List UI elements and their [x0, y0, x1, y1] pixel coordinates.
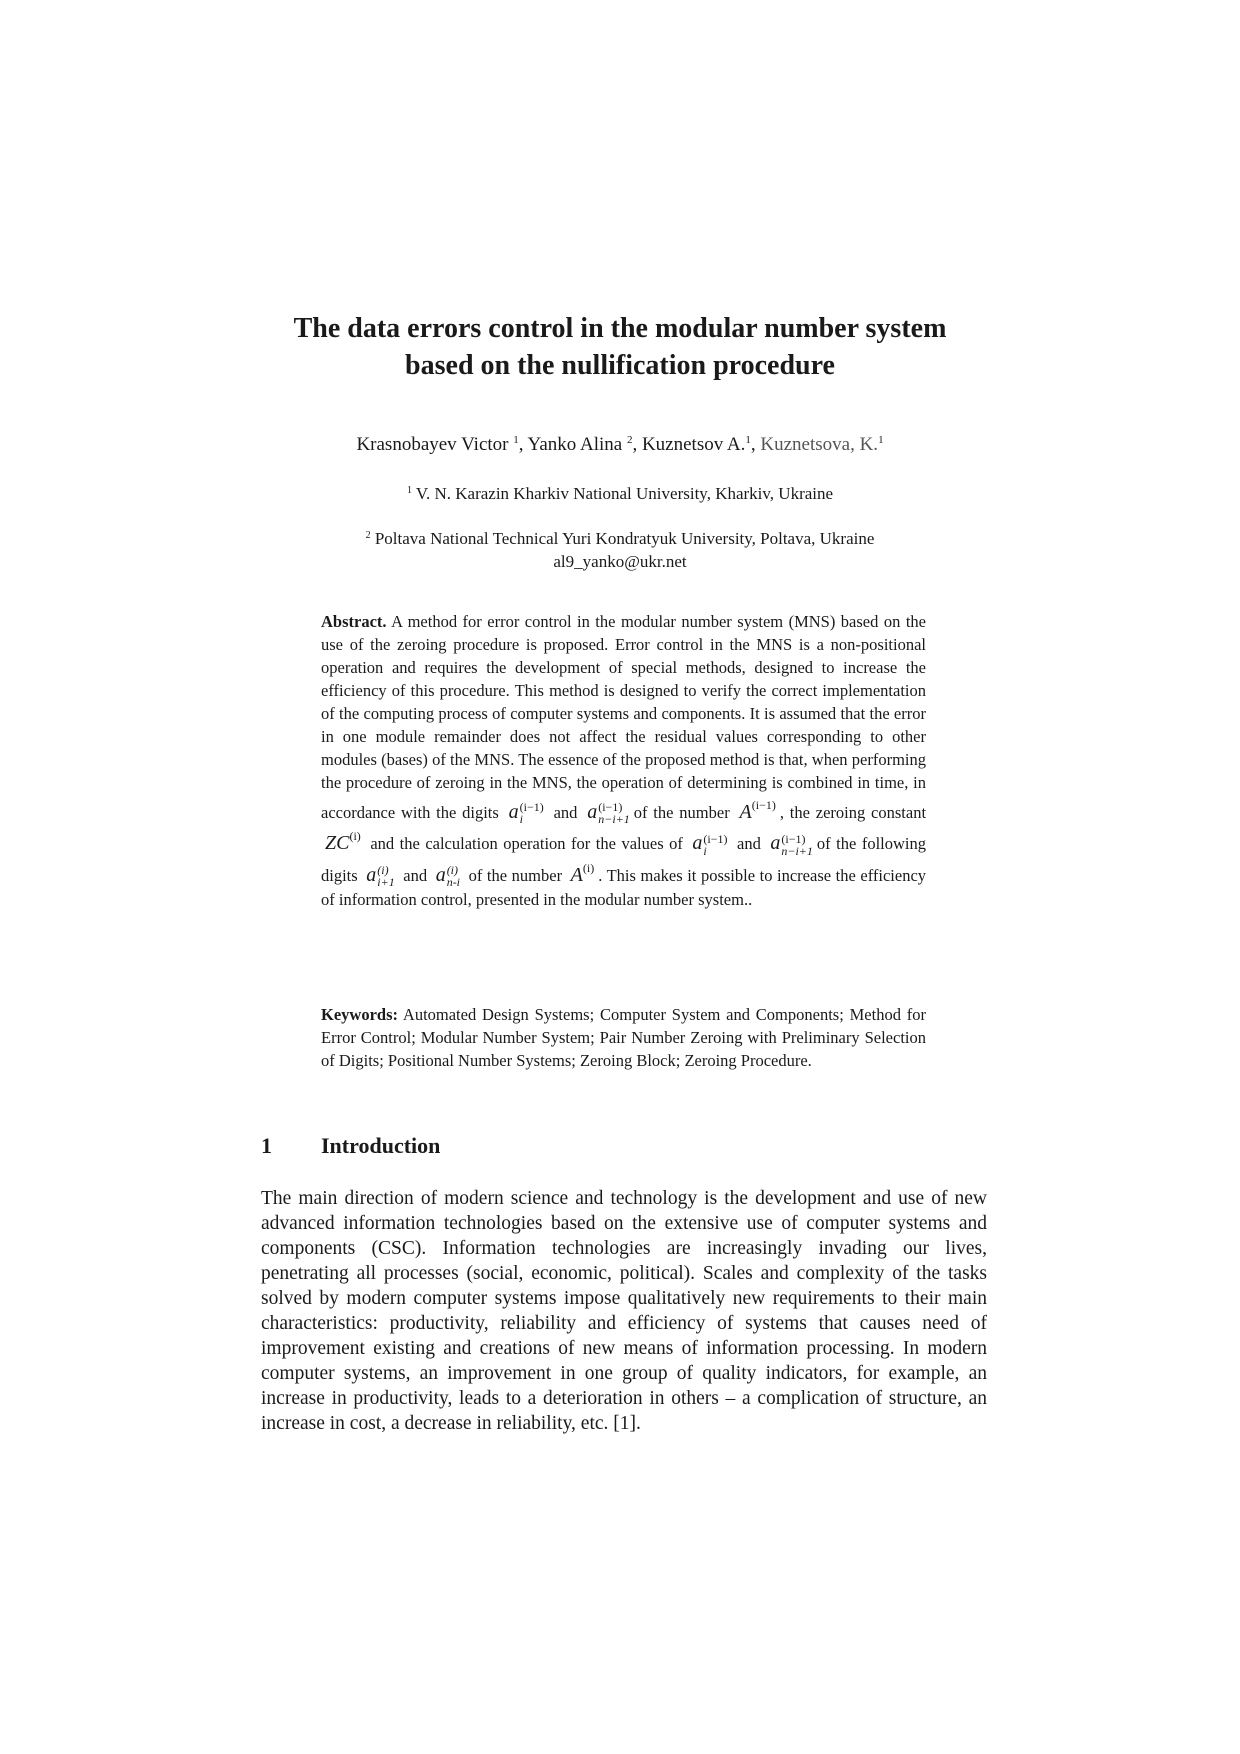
abstract-and-3: and	[403, 865, 428, 885]
abstract-label: Abstract.	[321, 612, 387, 631]
section-title: Introduction	[321, 1133, 441, 1158]
affiliation-2	[0, 527, 1240, 573]
affiliation-2-text: Poltava National Technical Yuri Kondratyuk University, Poltava, Ukraine	[370, 529, 875, 548]
digit-a-i-plus-1: a (i) i+1	[366, 863, 395, 890]
author-3: , Kuznetsov A.	[632, 434, 746, 455]
affiliation-1-text: V. N. Karazin Kharkiv National University, Kharkiv, Ukraine	[411, 484, 834, 503]
digit-a-i-prev: a (i−1) i	[508, 800, 544, 827]
author-separator: ,	[750, 434, 761, 455]
abstract-the-zeroing-constant: , the zeroing constant	[779, 803, 927, 822]
body-paragraph-text: The main direction of modern science and technology is the development and use of new advanced information technologies based on the extensive use of computer systems and components (CSC). Information technologies are increasingly invading our lives, penetrating all processes (social, economic, political). Scales and complexity of the tasks solved by modern computer systems impose qualitatively new requirements to their main characteristics: productivity, reliability and efficiency of systems that causes need of improvement existing and creations of new means of information processing. In modern computer systems, an improvement in one group of quality indicators, for example, an increase in productivity, leads to a deterioration in others – a complication of structure, an increase in cost, a decrease in reliability, etc. [1].	[261, 1188, 987, 1434]
contact-email[interactable]: al9_yanko@ukr.net	[553, 552, 687, 571]
paper-title	[0, 310, 1240, 384]
zeroing-constant-ZC: ZC$^{(i)}$	[325, 829, 361, 855]
keywords-text: Automated Design Systems; Computer System and Components; Method for Error Control; Modular Number System; Pair Number Zeroing with Preliminary Selection of Digits; Positional Number Systems; Zeroing Block; Zeroing Procedure.	[321, 1005, 926, 1070]
number-A-prev: $A^{(i-1)}$	[739, 798, 776, 823]
paper-title-line-1: The data errors control in the modular number system	[293, 313, 947, 344]
abstract-and-2: and	[737, 834, 761, 854]
number-A-i: $A^{(i)}$	[570, 860, 595, 886]
affiliation-1	[0, 482, 1240, 505]
author-2: , Yanko Alina	[518, 434, 627, 455]
author-3-affil: 1	[745, 434, 751, 446]
abstract-of-number-1: of the number	[633, 803, 730, 822]
author-4: Kuznetsova, K.	[760, 434, 879, 455]
abstract-text-end: . This makes it possible to increase the efficiency of information control, presented in the modular number system..	[321, 865, 927, 910]
author-1-affil: 1	[513, 434, 519, 446]
section-heading	[261, 1133, 440, 1159]
section-number: 1	[261, 1133, 272, 1158]
author-list	[0, 433, 1240, 457]
author-1: Krasnobayev Victor	[356, 434, 514, 455]
digit-a-n-i-1-prev: a (i−1) n−i+1	[587, 800, 630, 827]
author-4-affil: 1	[878, 434, 884, 446]
paper-title-line-2: based on the nullification procedure	[405, 350, 835, 381]
keywords	[321, 1003, 926, 1072]
affiliation-1-mark: 1	[406, 485, 412, 496]
digit-a-n-i-1-prev-2: a (i−1) n−i+1	[770, 831, 813, 858]
affiliation-2-mark: 2	[365, 530, 371, 541]
abstract-calculation: and the calculation operation for the values of	[370, 834, 683, 854]
abstract-following-digits: of the following digits	[321, 834, 926, 885]
author-2-affil: 2	[626, 434, 633, 446]
abstract	[321, 610, 926, 911]
keywords-label: Keywords:	[321, 1005, 398, 1024]
abstract-text: A method for error control in the modular number system (MNS) based on the use of the zeroing procedure is proposed. Error control in the MNS is a non-positional operation and requires the development of special methods, designed to increase the efficiency of this procedure. This method is designed to verify the correct implementation of the computing process of computer systems and components. It is assumed that the error in one module remainder does not affect the residual values corresponding to other modules (bases) of the MNS. The essence of the proposed method is that, when performing the procedure of zeroing in the MNS, the operation of determining is combined in time, in accordance with the digits	[321, 612, 926, 822]
body-paragraph	[261, 1186, 987, 1436]
digit-a-n-minus-i: a (i) n-i	[435, 863, 461, 890]
abstract-and-1: and	[553, 803, 578, 822]
digit-a-i-prev-2: a (i−1) i	[692, 831, 728, 858]
abstract-of-number-2: of the number	[468, 865, 563, 885]
